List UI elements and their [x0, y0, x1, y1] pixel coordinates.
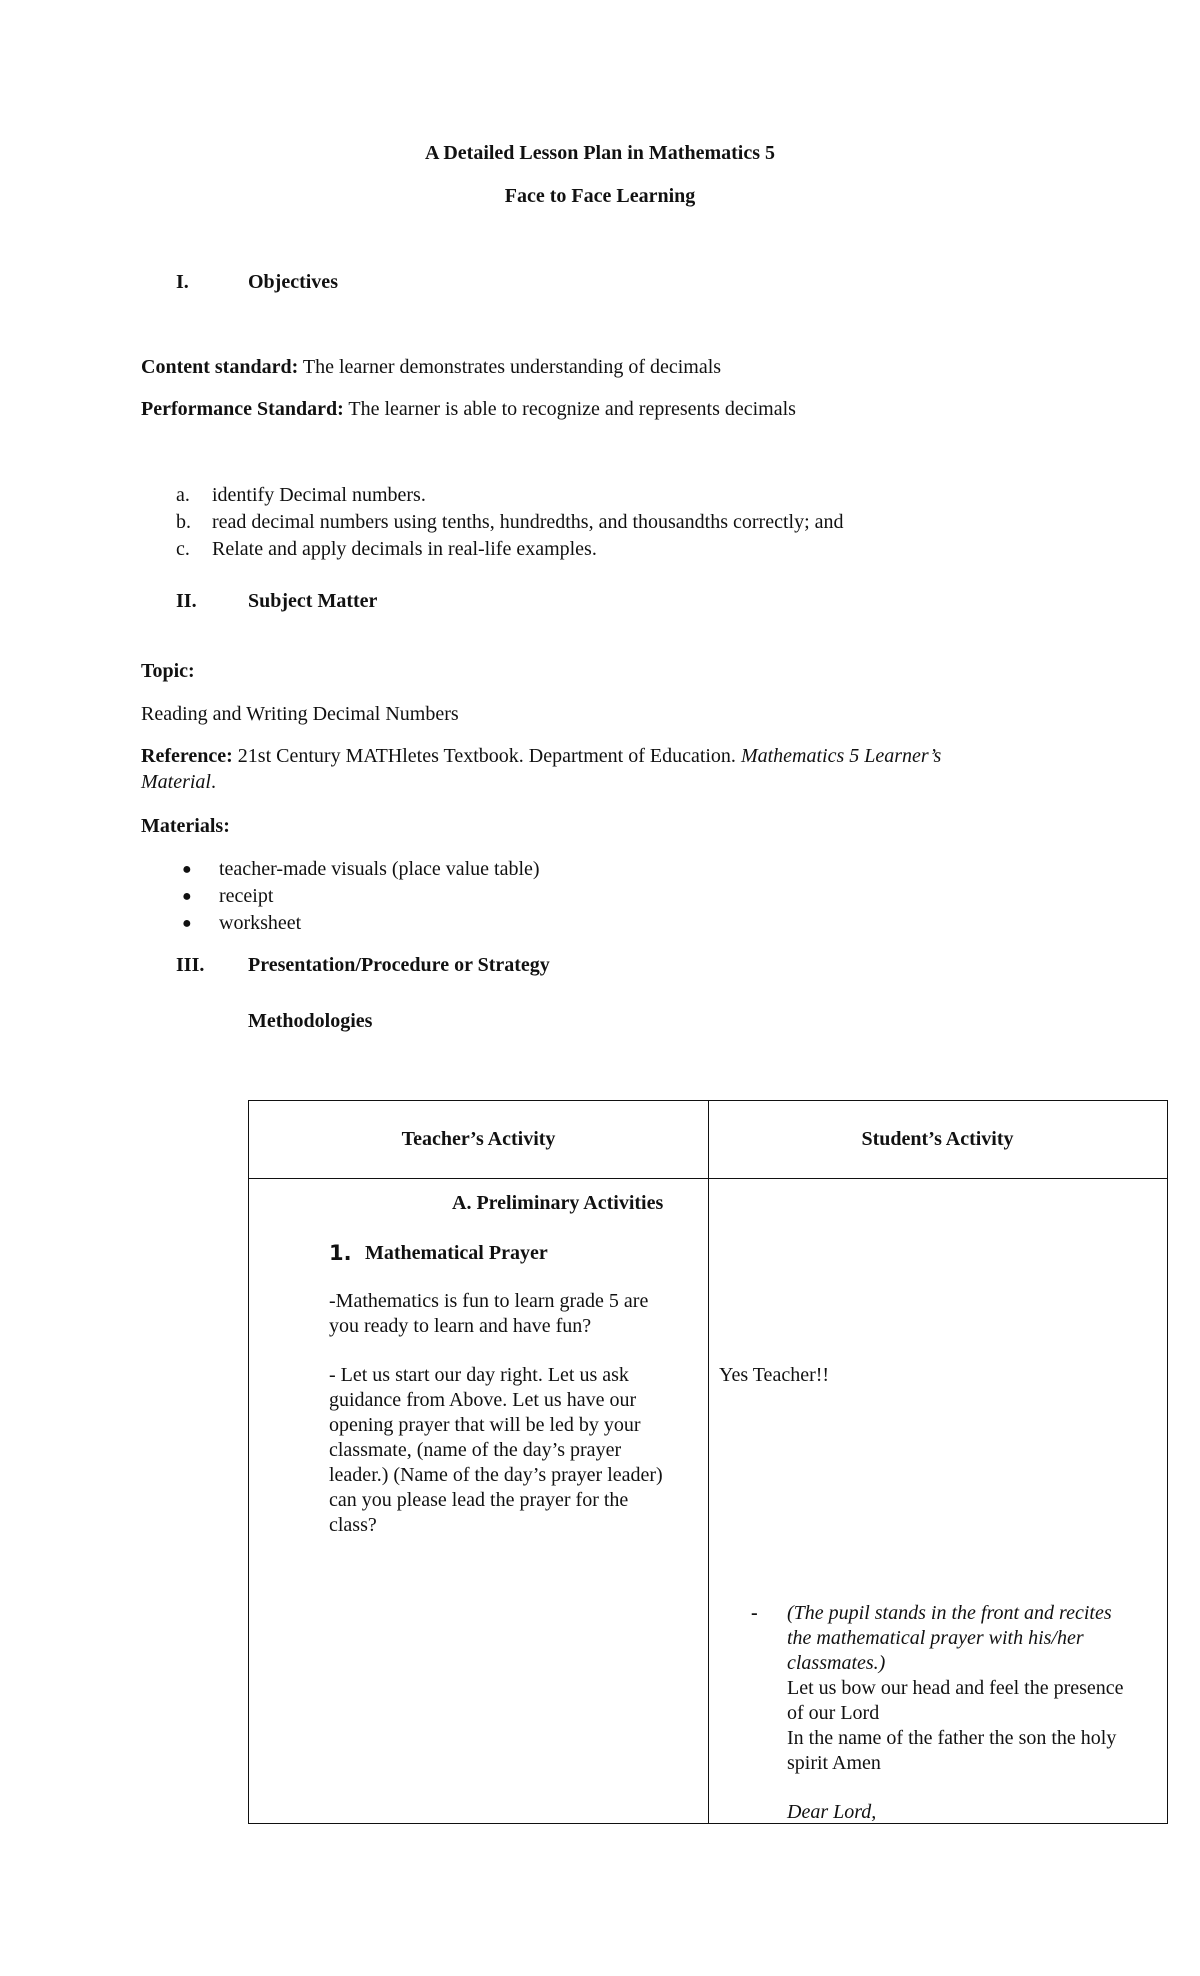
material-item: teacher-made visuals (place value table) [219, 858, 540, 880]
student-italic-line: the mathematical prayer with his/her [787, 1627, 1084, 1649]
item-number: 1. [329, 1241, 352, 1265]
section-heading-subject-matter: Subject Matter [248, 590, 378, 612]
content-standard-text: The learner demonstrates understanding of decimals [298, 356, 722, 378]
teacher-paragraph-line: guidance from Above. Let us have our [329, 1389, 637, 1411]
header-teacher-activity: Teacher’s Activity [401, 1128, 556, 1150]
student-prayer-line: Let us bow our head and feel the presence [787, 1677, 1124, 1699]
topic-text: Reading and Writing Decimal Numbers [141, 703, 459, 725]
section-numeral-objectives: I. [176, 271, 189, 293]
teacher-paragraph-line: class? [329, 1514, 377, 1536]
teacher-paragraph-line: - Let us start our day right. Let us ask [329, 1364, 629, 1386]
student-italic-line: classmates.) [787, 1652, 886, 1674]
teacher-paragraph-line: leader.) (Name of the day’s prayer leader) [329, 1464, 663, 1486]
student-dash: - [751, 1602, 758, 1624]
section-numeral-subject-matter: II. [176, 590, 197, 612]
bullet-icon: ● [182, 888, 192, 905]
section-heading-objectives: Objectives [248, 271, 338, 293]
objective-item-a: identify Decimal numbers. [212, 484, 426, 506]
reference-title-part2: Material [141, 771, 211, 793]
table-column-divider [708, 1101, 709, 1823]
student-prayer-line: spirit Amen [787, 1752, 881, 1774]
activity-table [248, 1100, 1168, 1824]
student-reply: Yes Teacher!! [719, 1364, 830, 1386]
objective-marker-c: c. [176, 538, 190, 560]
teacher-paragraph-line: -Mathematics is fun to learn grade 5 are [329, 1290, 649, 1312]
document-subtitle: Face to Face Learning [504, 185, 696, 207]
student-dear-lord: Dear Lord, [787, 1801, 877, 1823]
reference-text: 21st Century MATHletes Textbook. Department of Education. [232, 745, 741, 767]
bullet-icon: ● [182, 915, 192, 932]
performance-standard [141, 397, 796, 422]
topic-label: Topic: [141, 660, 195, 682]
teacher-paragraph-line: can you please lead the prayer for the [329, 1489, 629, 1511]
material-item: receipt [219, 885, 274, 907]
mathematical-prayer-heading: Mathematical Prayer [365, 1242, 548, 1264]
table-header-divider [249, 1178, 1167, 1179]
reference-title-part1: Mathematics 5 Learner’s [740, 745, 942, 767]
materials-label: Materials: [141, 815, 230, 837]
performance-standard-text: The learner is able to recognize and represents decimals [343, 398, 796, 420]
reference-line-2 [141, 770, 216, 795]
reference-label: Reference: [141, 745, 233, 767]
content-standard-label: Content standard: [141, 356, 299, 378]
student-prayer-line: In the name of the father the son the holy [787, 1727, 1117, 1749]
material-item: worksheet [219, 912, 302, 934]
document-title: A Detailed Lesson Plan in Mathematics 5 [425, 142, 775, 164]
reference-end: . [211, 771, 216, 793]
teacher-paragraph-line: opening prayer that will be led by your [329, 1414, 641, 1436]
student-prayer-line: of our Lord [787, 1702, 880, 1724]
header-student-activity: Student’s Activity [861, 1128, 1014, 1150]
bullet-icon: ● [182, 861, 192, 878]
objective-marker-b: b. [176, 511, 191, 533]
objective-marker-a: a. [176, 484, 190, 506]
performance-standard-label: Performance Standard: [141, 398, 344, 420]
content-standard [141, 355, 721, 380]
preliminary-activities-heading: A. Preliminary Activities [452, 1192, 664, 1214]
objective-item-b: read decimal numbers using tenths, hundredths, and thousandths correctly; and [212, 511, 844, 533]
teacher-paragraph-line: you ready to learn and have fun? [329, 1315, 592, 1337]
reference-line [141, 744, 941, 769]
student-italic-line: (The pupil stands in the front and recites [787, 1602, 1112, 1624]
section-numeral-presentation: III. [176, 954, 205, 976]
section-heading-presentation: Presentation/Procedure or Strategy [248, 954, 550, 976]
methodologies-heading: Methodologies [248, 1010, 373, 1032]
objective-item-c: Relate and apply decimals in real-life examples. [212, 538, 597, 560]
teacher-paragraph-line: classmate, (name of the day’s prayer [329, 1439, 622, 1461]
